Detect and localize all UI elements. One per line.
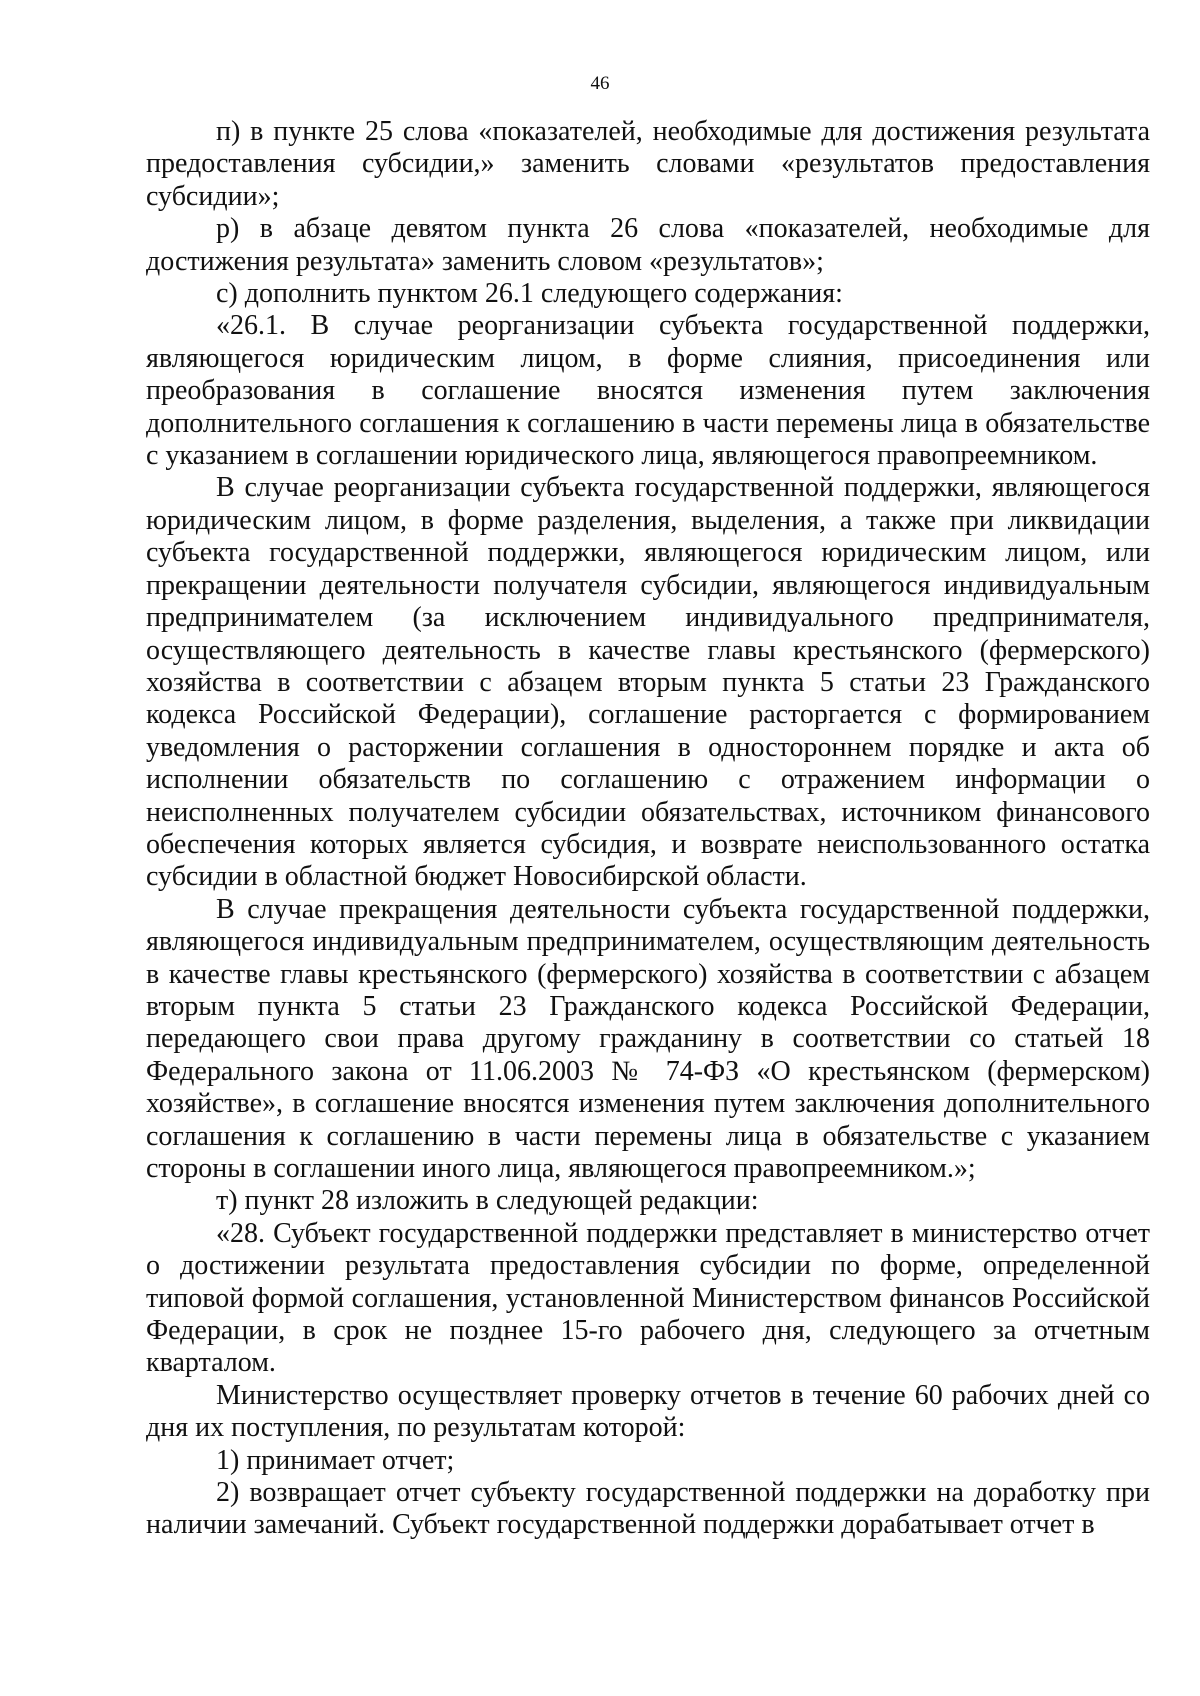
paragraph-returns-report: 2) возвращает отчет субъекту государственной поддержки на доработку при наличии замечаний. Субъект государственной поддержки дорабатывает отчет в: [146, 1477, 1150, 1541]
page-number: 46: [590, 73, 610, 94]
paragraph-clause-26-1: «26.1. В случае реорганизации субъекта государственной поддержки, являющегося юридическим лицом, в форме слияния, присоединения или преобразования в соглашение вносятся изменения путем заключения дополнительного соглашения к соглашению в части перемены лица в обязательстве с указанием в соглашении юридического лица, являющегося правопреемником.: [146, 310, 1150, 472]
paragraph-item-p: п) в пункте 25 слова «показателей, необходимые для достижения результата предоставления субсидии,» заменить словами «результатов предоставления субсидии»;: [146, 116, 1150, 212]
paragraph-accepts-report: 1) принимает отчет;: [216, 1444, 455, 1476]
paragraph-termination-farm: В случае прекращения деятельности субъекта государственной поддержки, являющегося индивидуальным предпринимателем, осуществляющим деятельность в качестве главы крестьянского (фермерского) хозяйства в соответствии с абзацем вторым пункта 5 статьи 23 Гражданского кодекса Российской Федерации, передающего свои права другому гражданину в соответствии со статьей 18 Федерального закона от 11.06.2003 № 74-ФЗ «О крестьянском (фермерском) хозяйстве», в соглашение вносятся изменения путем заключения дополнительного соглашения к соглашению в части перемены лица в обязательстве с указанием стороны в соглашении иного лица, являющегося правопреемником.»;: [146, 893, 1150, 1184]
paragraph-item-s: с) дополнить пунктом 26.1 следующего содержания:: [216, 278, 843, 310]
paragraph-item-t: т) пункт 28 изложить в следующей редакции:: [216, 1185, 759, 1217]
paragraph-item-r: р) в абзаце девятом пункта 26 слова «показателей, необходимые для достижения результата» заменить словом «результатов»;: [146, 213, 1150, 277]
paragraph-ministry-check: Министерство осуществляет проверку отчетов в течение 60 рабочих дней со дня их поступления, по результатам которой:: [146, 1379, 1150, 1444]
document-body: [146, 116, 1150, 1542]
paragraph-reorganization-division: В случае реорганизации субъекта государственной поддержки, являющегося юридическим лицом, в форме разделения, выделения, а также при ликвидации субъекта государственной поддержки, являющегося юридическим лицом, или прекращении деятельности получателя субсидии, являющегося индивидуальным предпринимателем (за исключением индивидуального предпринимателя, осуществляющего деятельность в качестве главы крестьянского (фермерского) хозяйства в соответствии с абзацем вторым пункта 5 статьи 23 Гражданского кодекса Российской Федерации), соглашение расторгается с формированием уведомления о расторжении соглашения в одностороннем порядке и акта об исполнении обязательств по соглашению с отражением информации о неисполненных получателем субсидии обязательствах, источником финансового обеспечения которых является субсидия, и возврате неиспользованного остатка субсидии в областной бюджет Новосибирской области.: [146, 472, 1150, 893]
paragraph-clause-28: «28. Субъект государственной поддержки представляет в министерство отчет о достижении результата предоставления субсидии по форме, определенной типовой формой соглашения, установленной Министерством финансов Российской Федерации, в срок не позднее 15-го рабочего дня, следующего за отчетным кварталом.: [146, 1217, 1150, 1379]
